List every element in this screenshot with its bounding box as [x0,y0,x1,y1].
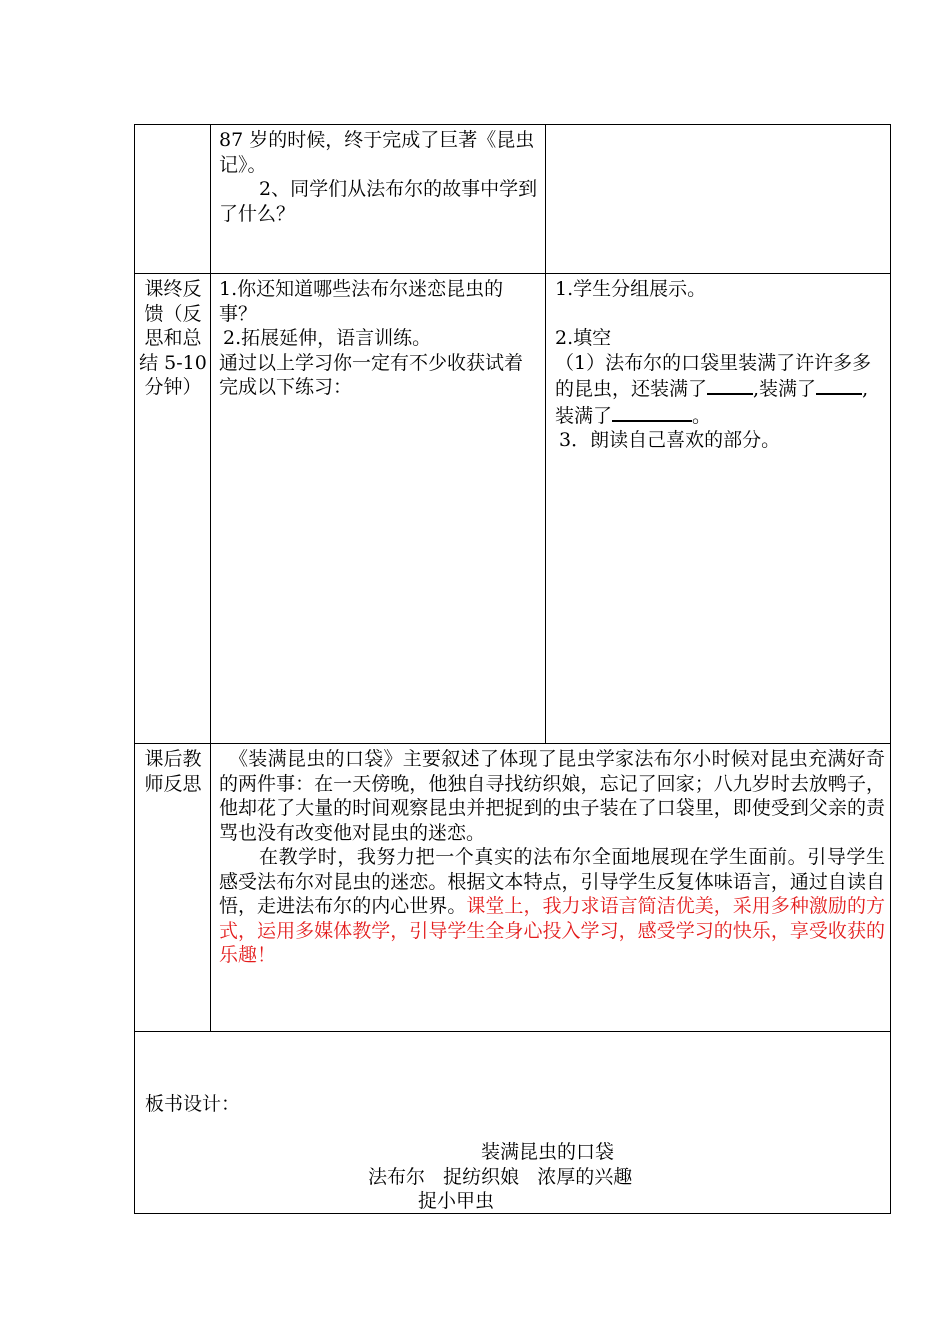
fill-text-a: （1）法布尔的口袋里装满了许许多多的昆虫，还装满了 [555,351,872,400]
row2-label-cell [138,277,208,400]
row-divider-3 [134,1031,891,1032]
fill-blank-1[interactable] [707,375,753,395]
fill-text-c: ,装满了 [555,378,869,427]
reflection-paragraph-1: 《装满昆虫的口袋》主要叙述了体现了昆虫学家法布尔小时候对昆虫充满好奇的两件事：在一天傍晚，他独自寻找纺织娘，忘记了回家；八九岁时去放鸭子，他却花了大量的时间观察昆虫并把捉到的虫子装在了口袋里，即使受到父亲的责骂也没有改变他对昆虫的迷恋。 [219,748,885,844]
row-divider-1 [134,273,891,274]
reflection-black-text: 在教学时，我努力把一个真实的法布尔全面地展现在学生面前。引导学生感受法布尔对昆虫的迷恋。根据文本特点，引导学生反复体味语言，通过自读自悟，走进法布尔的内心世界。 [219,846,885,917]
blackboard-line2-text: 法布尔 捉纺织娘 浓厚的兴趣 [368,1166,633,1188]
row2-fill-exercise [555,351,885,429]
row1-middle-cell [219,128,541,226]
row2-question-1: 1.你还知道哪些法布尔迷恋昆虫的事？ [219,278,504,325]
row2-spacer [555,302,885,327]
row2-fill-heading: 2.填空 [555,327,612,349]
fill-text-b: ,装满了 [753,378,817,400]
row2-read-aloud: 3．朗读自己喜欢的部分。 [559,429,781,451]
table-border-bottom [134,1213,891,1214]
reflection-paragraph-2 [219,845,885,968]
row-divider-2 [134,743,891,744]
table-border-top [134,124,891,125]
blackboard-label: 板书设计： [145,1093,241,1115]
row1-text-line1: 87 岁的时候，终于完成了巨著《昆虫记》。 [219,129,535,176]
table-border-right [890,124,891,1214]
row3-reflection-cell [219,747,885,968]
blackboard-line2 [368,1165,632,1190]
reflection-red-text: 课堂上，我力求语言简洁优美，采用多种激励的方式，运用多媒体教学，引导学生全身心投入学习，感受学习的快乐，享受收获的乐趣！ [219,895,885,966]
row2-middle-cell [219,277,541,400]
row2-right-cell [555,277,885,453]
column-divider-1 [210,124,211,1032]
row2-extension: 2.拓展延伸，语言训练。 [223,327,432,349]
row2-instruction: 通过以上学习你一定有不少收获试着完成以下练习： [219,351,524,398]
row3-label: 课后教师反思 [144,748,202,795]
row1-question: 2、同学们从法布尔的故事中学到了什么？ [219,178,538,225]
fill-blank-2[interactable] [816,375,862,395]
fill-blank-3[interactable] [612,402,692,422]
fill-text-d: 。 [692,404,712,427]
row2-student-activity: 1.学生分组展示。 [555,278,707,300]
row2-label: 课终反馈（反思和总结 5-10 分钟） [139,278,207,398]
column-divider-2 [545,124,546,744]
row3-label-cell [138,747,208,796]
table-border-left [134,124,135,1214]
blackboard-title: 装满昆虫的口袋 [480,1141,614,1163]
blackboard-line3: 捉小甲虫 [418,1190,495,1212]
